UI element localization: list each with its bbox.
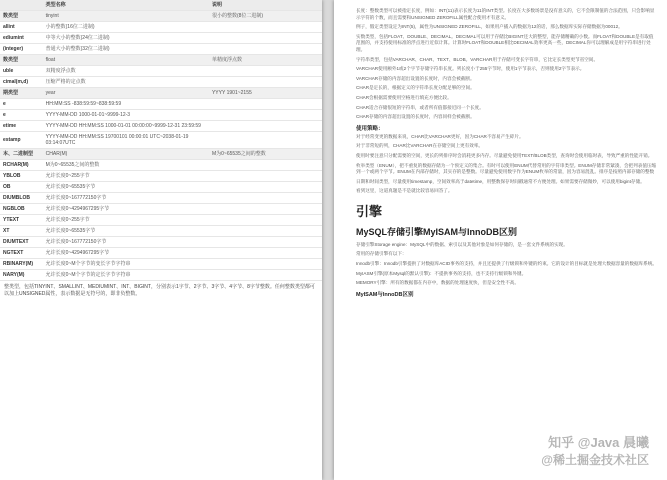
table-cell: DIUMTEXT [0, 237, 43, 248]
table-cell [209, 22, 322, 33]
table-row [0, 55, 322, 66]
table-cell: NGBLOB [0, 204, 43, 215]
engine-paragraphs [356, 242, 657, 258]
paragraph: 长度：整数类型可以被指定长度，例如：INT(11)表示长度为11的INT类型。长度在大多数场景是没有意义的，它不会限制值的合法范围，只会影响显示字符的个数，而且需要和UNSIGNED ZEROFILL属性配合使用才有意义。 [356, 8, 655, 20]
paragraph: CHAR适合存储很短的字符串，或者所有值都接近同一个长度。 [356, 104, 484, 110]
table-cell: 双精度浮点数 [43, 66, 209, 77]
paragraph: VARCHAR存储的内容超出设置的长度时，内容会被截断。 [356, 75, 475, 81]
table-cell [209, 160, 322, 171]
table-cell [209, 259, 322, 270]
paragraph: 例子，假定类型设定为INT(5)，属性为UNSIGNED ZEROFILL，如果用户插入的数据为12的话，那么数据库实际存储数据为00012。 [356, 24, 623, 30]
table-cell: YYYY 1901~2155 [209, 88, 322, 99]
table-cell: YTEXT [0, 215, 43, 226]
watermark-juejin: @稀土掘金技术社区 [541, 453, 649, 467]
paragraph: 实数类型，包括FLOAT、DOUBLE、DECIMAL。DECIMAL可以用于存储比BIGINT还大的整型，能存储精确的小数。而FLOAT和DOUBLE是有取值范围的，并支持使用标准的浮点进行近似计算。计算时FLOAT和DOUBLE相比DECIMAL效率更高一些，DECIMAL你可以理解成是用字符串进行处理。 [356, 33, 654, 52]
table-cell: DIUMBLOB [0, 193, 43, 204]
table-row [0, 182, 322, 193]
table-cell [209, 270, 322, 281]
table-cell: M为0~65535之间的整数 [209, 149, 322, 160]
table-cell: uble [0, 66, 43, 77]
table-row [0, 270, 322, 281]
table-header-row [0, 0, 322, 11]
table-cell: M为0~65535之间的整数 [43, 160, 209, 171]
paragraph: Innodb引擎：Innodb引擎提供了对数据库ACID事务的支持，并且还提供了行级锁和外键的约束。它的设计的目标就是处理大数据容量的数据库系统。 [356, 261, 657, 267]
table-cell: 允许长度0~255字节 [43, 171, 209, 182]
paragraph: 存储引擎Storage engine：MySQL中的数据、索引以及其他对象是如何存储的，是一套文件系统的实现。 [356, 241, 568, 247]
table-cell [209, 66, 322, 77]
table-cell: 普通大小的整数(32位二进制) [43, 44, 209, 55]
table-cell [209, 44, 322, 55]
table-body [0, 11, 322, 281]
table-row [0, 77, 322, 88]
table-row [0, 88, 322, 99]
table-row [0, 11, 322, 22]
table-cell: 允许长度0~167772150字节 [43, 237, 209, 248]
table-cell: YYYY-MM-DD 1000-01-01~9999-12-3 [43, 110, 209, 121]
table-cell: 允许长度0~65535字节 [43, 226, 209, 237]
table-cell: ediumint [0, 33, 43, 44]
table-header-cell [0, 0, 43, 11]
table-cell [209, 132, 322, 149]
table-cell [209, 182, 322, 193]
table-cell: RBINARY(M) [0, 259, 43, 270]
table-cell: 允许长度0~255字节 [43, 215, 209, 226]
table-cell: RCHAR(M) [0, 160, 43, 171]
table-cell: XT [0, 226, 43, 237]
table-cell: e [0, 99, 43, 110]
paragraph: 对于非常短的列，CHAR比VARCHAR在存储空间上更有效率。 [356, 143, 484, 149]
table-cell [209, 248, 322, 259]
table-cell: 期类型 [0, 88, 43, 99]
table-cell: 数类型 [0, 55, 43, 66]
right-page [334, 0, 667, 480]
paragraph: 日期和时间类型，尽量使用timestamp，空间效率高于datetime，用整数保存时间戳通常不方便处理。如果需要存储微妙，可以使用bigint存储。 [356, 178, 645, 184]
table-cell [209, 204, 322, 215]
table-cell: HH:MM:SS -838:59:59~838:59:59 [43, 99, 209, 110]
table-row [0, 99, 322, 110]
table-cell [209, 99, 322, 110]
table-row [0, 132, 322, 149]
table-cell: 本、二进制型 [0, 149, 43, 160]
table-row [0, 204, 322, 215]
paragraph: MyIASM引擎(原本Mysql的默认引擎)：不提供事务的支持，也不支持行级锁和外键。 [356, 270, 527, 276]
table-row [0, 33, 322, 44]
table-row [0, 160, 322, 171]
paragraph: 枚举类型（ENUM），把不重复的数据存储为一个预定义的集合。有时可以使用ENUM代替常用的字符串类型。ENUM存储非常紧凑，会把列表值压缩到一个或两个字节。ENUM在内部存储时，其实存的是整数。尽量避免使用数字作为ENUM枚举的常量，因为容易混乱。排序是按照内部存储的整数 [356, 162, 657, 175]
intro-paragraphs [356, 8, 657, 121]
paragraph: 常用的存储引擎有以下： [356, 251, 407, 257]
paragraph: 对于经常变更的数据来说，CHAR比VARCHAR更好，因为CHAR不容易产生碎片。 [356, 133, 524, 139]
table-cell: cimal(m,d) [0, 77, 43, 88]
paragraph: CHAR会根据需要使用空格进行填充方便比较。 [356, 94, 452, 100]
table-cell [209, 77, 322, 88]
table-cell: 压缩严格的定点数 [43, 77, 209, 88]
table-cell: 单精度浮点数 [209, 55, 322, 66]
paragraph: 看到这里，这道真题是不是就比较容易回答了。 [356, 188, 453, 194]
paragraph: CHAR存储的内容超出设置的长度时，内容同样会被截断。 [356, 114, 475, 120]
subsection-heading: MySQL存储引擎MyISAM与InnoDB区别 [356, 226, 517, 237]
table-row [0, 248, 322, 259]
table-cell [209, 215, 322, 226]
table-cell: 中等大小的整数(24位二进制) [43, 33, 209, 44]
table-cell: CHAR(M) [43, 149, 209, 160]
paragraph: MEMORY引擎：所有的数据都在内存中，数据的处理速度快，但是安全性不高。 [356, 280, 519, 286]
table-cell: etime [0, 121, 43, 132]
paragraph: VARCHAR使用额外1或2个字节存储字符串长度。列长度小于255字节时，使用1字节表示，否则使用2字节表示。 [356, 66, 585, 72]
table-cell: 小的整数(16位二进制) [43, 22, 209, 33]
last-subheading: MyISAM与InnoDB区别 [356, 291, 414, 298]
table-row [0, 193, 322, 204]
table-row [0, 149, 322, 160]
table-cell: float [43, 55, 209, 66]
table-cell [209, 226, 322, 237]
table-cell: NGTEXT [0, 248, 43, 259]
table-header-cell: 类型名称 [43, 0, 209, 11]
table-cell: 允许长度0~M个字节的定长字节字符串 [43, 270, 209, 281]
table-cell: 允许长度0~M个字节的变长字节字符串 [43, 259, 209, 270]
table-cell: YYYY-MM-DD HH:MM:SS 19700101 00:00:01 UTC~2038-01-19 03:14:07UTC [43, 132, 209, 149]
table-header-cell: 说明 [209, 0, 322, 11]
paragraph: 字符串类型，包括VARCHAR、CHAR、TEXT、BLOB。VARCHAR用于存储可变长字符串，它比定长类型更节省空间。 [356, 56, 599, 62]
left-page [0, 0, 322, 480]
table-row [0, 66, 322, 77]
integer-note: 整类型，包括TINYINT、SMALLINT、MEDIUMINT、INT、BIGINT，分别表示1字节、2字节、3字节、4字节、8字节整数。任何整数类型都可以加上UNSIGNED属性，表示数据是无符号的，即非负整数。 [4, 284, 315, 297]
table-row [0, 226, 322, 237]
table-cell: estamp [0, 132, 43, 149]
table-row [0, 22, 322, 33]
table-cell: e [0, 110, 43, 121]
table-cell [209, 171, 322, 182]
table-cell [209, 33, 322, 44]
table-row [0, 259, 322, 270]
table-cell [209, 237, 322, 248]
table-cell: 允许长度0~167772150字节 [43, 193, 209, 204]
table-cell: 数类型 [0, 11, 43, 22]
paragraph: CHAR是定长的，根据定义的字符串长度分配足够的空间。 [356, 85, 475, 91]
engine-list [356, 261, 657, 287]
table-row [0, 121, 322, 132]
table-row [0, 237, 322, 248]
table-row [0, 44, 322, 55]
table-cell: allint [0, 22, 43, 33]
usage-paragraphs [356, 134, 657, 195]
table-row [0, 215, 322, 226]
data-type-table [0, 0, 322, 281]
left-page-content [0, 0, 322, 301]
table-cell: 允许长度0~65535字节 [43, 182, 209, 193]
table-cell: 很小的整数(8位二进制) [209, 11, 322, 22]
table-cell: YYYY-MM-DD HH:MM:SS 1000-01-01 00:00:00~9999-12-31 23:59:59 [43, 121, 209, 132]
paragraph: 使用时要注意只分配需要的空间，更长的列排序时会消耗更多内存。尽量避免使用TEXT/BLOB类型，查询时会使用临时表，导致严重的性能开销。 [356, 152, 653, 158]
table-cell [209, 110, 322, 121]
table-row [0, 110, 322, 121]
usage-title: 使用策略： [356, 125, 384, 132]
watermark-zhihu: 知乎 @Java 晨曦 [548, 435, 649, 450]
table-row [0, 171, 322, 182]
table-cell: 允许长度0~4294967295字节 [43, 204, 209, 215]
table-cell: year [43, 88, 209, 99]
right-page-content [334, 0, 667, 298]
table-cell: NARY(M) [0, 270, 43, 281]
table-cell [209, 121, 322, 132]
table-cell: (integer) [0, 44, 43, 55]
table-cell: OB [0, 182, 43, 193]
table-cell: tinyint [43, 11, 209, 22]
table-cell [209, 193, 322, 204]
table-cell: YBLOB [0, 171, 43, 182]
section-heading: 引擎 [356, 203, 383, 219]
table-cell: 允许长度0~4294967295字节 [43, 248, 209, 259]
